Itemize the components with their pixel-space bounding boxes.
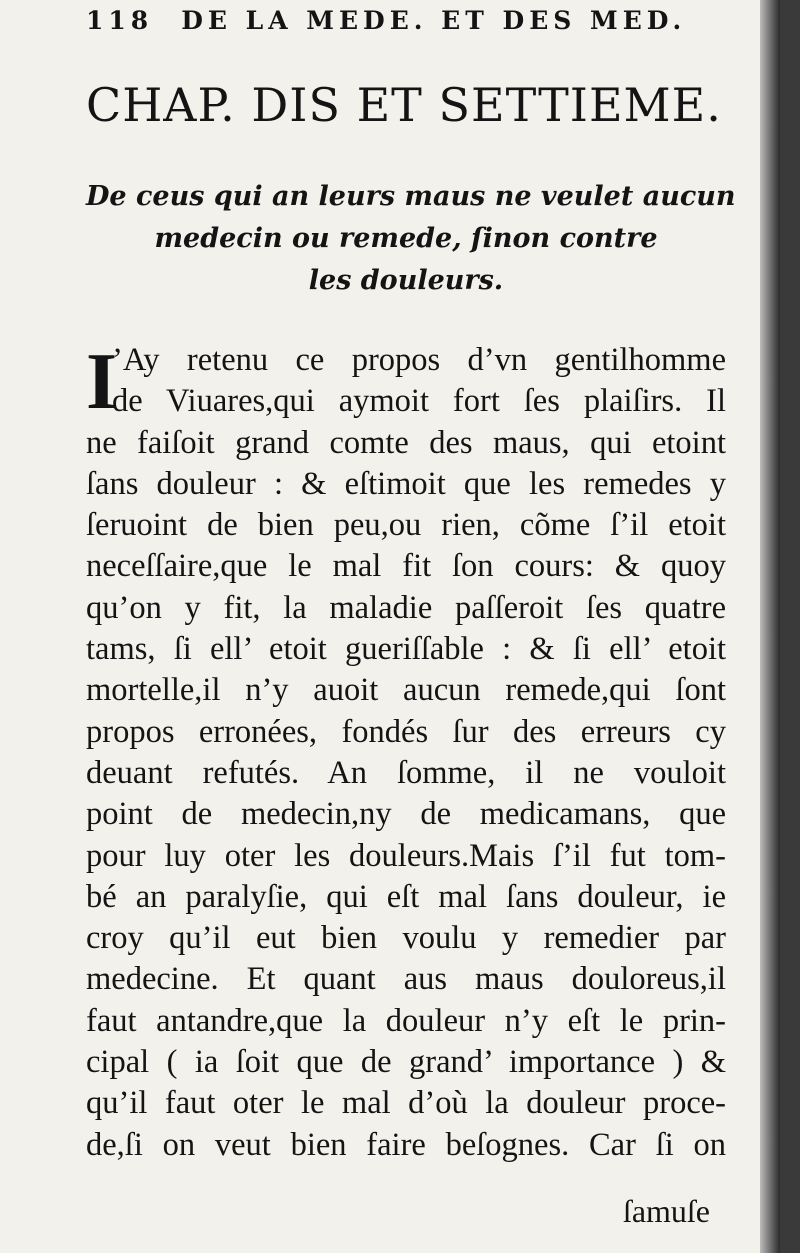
drop-cap: I xyxy=(86,338,118,426)
running-head xyxy=(86,6,686,35)
body-text xyxy=(86,340,726,1166)
subtitle-line: les douleurs. xyxy=(308,265,504,296)
page-number: 118 xyxy=(86,6,154,35)
text-line: pour luy oter les douleurs.Mais ſ’il fut tom- xyxy=(86,837,726,874)
text-line: mortelle,il n’y auoit aucun remede,qui ſont xyxy=(86,672,726,709)
text-line: faut antandre,que la douleur n’y eſt le prin- xyxy=(86,1002,726,1039)
chapter-subtitle xyxy=(86,176,736,302)
chapter-title: CHAP. DIS ET SETTIEME. xyxy=(86,78,722,132)
catchword: ſamuſe xyxy=(622,1193,710,1229)
subtitle-line: De ceus qui an leurs maus ne veulet aucun xyxy=(86,181,736,212)
text-line: tams, ſi ell’ etoit gueriſſable : & ſi ell’ etoit xyxy=(86,631,726,668)
text-line: ſans douleur : & eſtimoit que les remedes y xyxy=(86,465,726,502)
text-line: de,ſi on veut bien faire beſognes. Car ſi on xyxy=(86,1126,726,1163)
text-line: cipal ( ia ſoit que de grand’ importance ) & xyxy=(86,1044,726,1081)
subtitle-line: medecin ou remede, ſinon contre xyxy=(154,223,658,254)
text-line: bé an paralyſie, qui eſt mal ſans douleur, ie xyxy=(86,878,726,915)
text-line: deuant refutés. An ſomme, il ne vouloit xyxy=(86,754,726,791)
text-line: ſeruoint de bien peu,ou rien, cõme ſ’il etoit xyxy=(86,507,726,544)
text-line: qu’on y fit, la maladie paſſeroit ſes quatre xyxy=(86,589,726,626)
text-line: medecine. Et quant aus maus douloreus,il xyxy=(86,961,726,998)
text-line: ne faiſoit grand comte des maus, qui etoint xyxy=(86,424,726,461)
text-line: qu’il faut oter le mal d’où la douleur proce- xyxy=(86,1085,726,1122)
text-line: propos erronées, fondés ſur des erreurs cy xyxy=(86,713,726,750)
first-line-text: ’Ay retenu ce propos d’vn gentilhomme xyxy=(112,342,726,378)
running-head-title: DE LA MEDE. ET DES MED. xyxy=(181,6,687,35)
text-line: de Viuares,qui aymoit fort ſes plaiſirs. Il xyxy=(112,383,726,420)
text-line: point de medecin,ny de medicamans, que xyxy=(86,796,726,833)
text-line: neceſſaire,que le mal fit ſon cours: & quoy xyxy=(86,548,726,585)
page-edge-shadow xyxy=(760,0,780,1253)
text-line: croy qu’il eut bien voulu y remedier par xyxy=(86,920,726,957)
